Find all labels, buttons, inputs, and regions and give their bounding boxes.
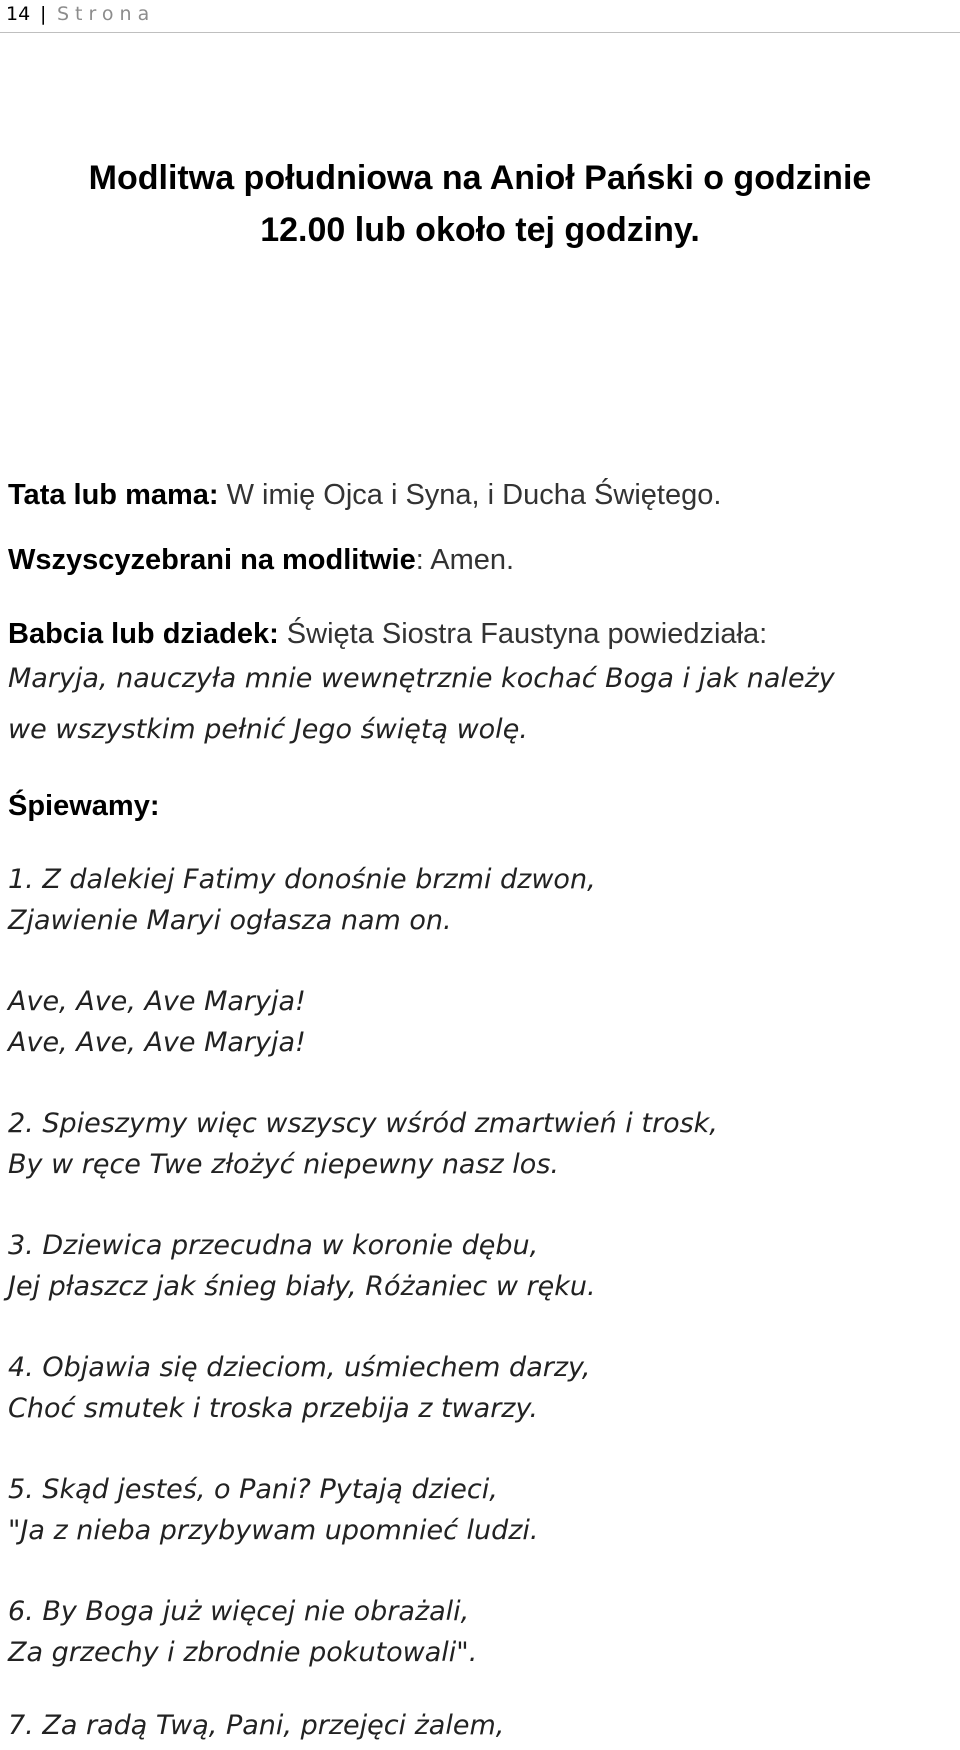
song-line: 3. Dziewica przecudna w koronie dębu,: [8, 1230, 539, 1261]
song-line: 6. By Boga już więcej nie obrażali,: [8, 1596, 470, 1627]
speaker-parent: Tata lub mama:: [8, 479, 219, 511]
page-header: [0, 0, 960, 33]
song-line: 7. Za radą Twą, Pani, przejęci żalem,: [8, 1710, 505, 1741]
quote-line-1: Maryja, nauczyła mnie wewnętrznie kochać Boga i jak należy: [8, 663, 835, 694]
title-line-1: Modlitwa południowa na Anioł Pański o godzinie: [88, 159, 872, 197]
speaker-colon: :: [415, 544, 424, 576]
header-separator: |: [40, 3, 47, 25]
title-line-2: 12.00 lub około tej godziny.: [260, 211, 700, 249]
page-title: [0, 152, 960, 256]
song-line: Jej płaszcz jak śnieg biały, Różaniec w ręku.: [8, 1271, 596, 1302]
song-line: By w ręce Twe złożyć niepewny nasz los.: [8, 1149, 559, 1180]
page-word: Strona: [57, 3, 156, 25]
dialogue-line-parent: [8, 475, 721, 514]
dialogue-text: Święta Siostra Faustyna powiedziała:: [278, 618, 768, 650]
speaker-all: Wszyscyzebrani na modlitwie: [8, 544, 416, 576]
song-line: "Ja z nieba przybywam upomnieć ludzi.: [8, 1515, 539, 1546]
song-line: 4. Objawia się dzieciom, uśmiechem darzy,: [8, 1352, 591, 1383]
song-line: 1. Z dalekiej Fatimy donośnie brzmi dzwon,: [8, 864, 596, 895]
song-heading: Śpiewamy:: [8, 790, 160, 822]
dialogue-text: W imię Ojca i Syna, i Ducha Świętego.: [218, 479, 722, 511]
dialogue-line-grandparent: [8, 614, 767, 653]
song-line: Choć smutek i troska przebija z twarzy.: [8, 1393, 538, 1424]
song-line: Ave, Ave, Ave Maryja!: [8, 1027, 306, 1058]
speaker-grandparent: Babcia lub dziadek:: [8, 618, 279, 650]
song-line: Ave, Ave, Ave Maryja!: [8, 986, 306, 1017]
dialogue-text: Amen.: [423, 544, 515, 576]
quote-line-2: we wszystkim pełnić Jego świętą wolę.: [8, 714, 528, 745]
song-line: 2. Spieszymy więc wszyscy wśród zmartwień i trosk,: [8, 1108, 718, 1139]
song-line: Zjawienie Maryi ogłasza nam on.: [8, 905, 452, 936]
page-number: 14: [6, 3, 31, 25]
song-line: Za grzechy i zbrodnie pokutowali".: [8, 1637, 478, 1668]
dialogue-line-all: [8, 540, 514, 579]
song-line: 5. Skąd jesteś, o Pani? Pytają dzieci,: [8, 1474, 498, 1505]
